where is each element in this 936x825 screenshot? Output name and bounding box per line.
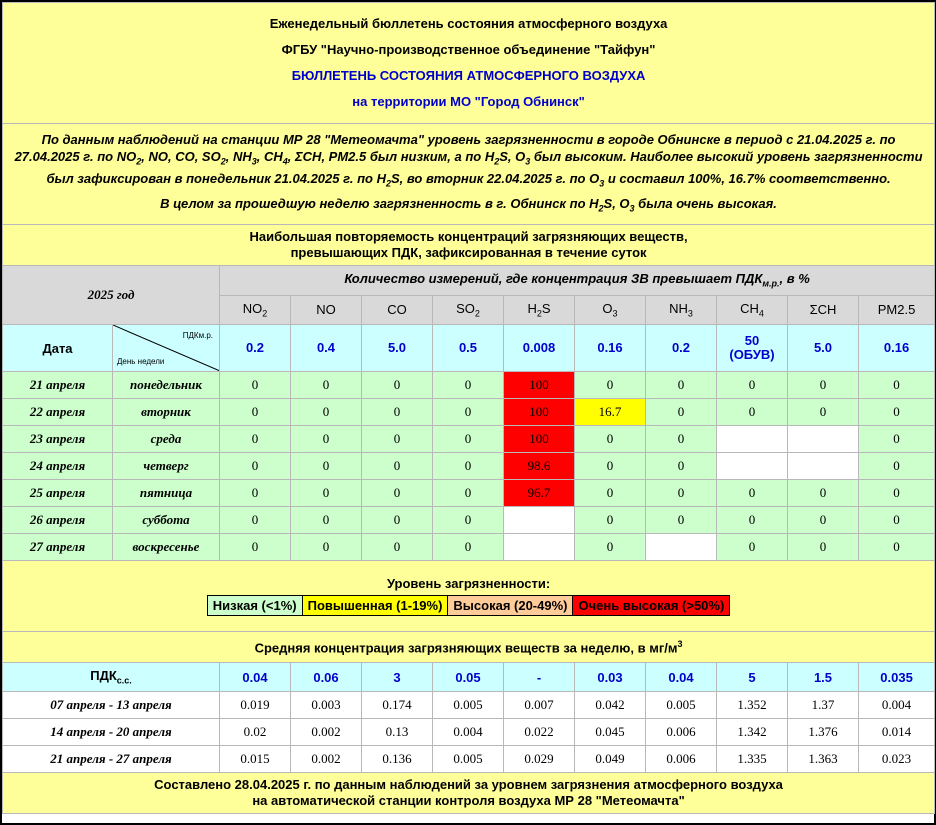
avg-concentration-cell: 0.136 (362, 746, 433, 773)
avg-concentration-cell: 0.02 (220, 719, 291, 746)
pdk-ss-value: 0.06 (291, 663, 362, 692)
days-body (3, 372, 935, 561)
exceedance-cell: 0 (433, 453, 504, 480)
avg-concentration-cell: 0.006 (646, 719, 717, 746)
bulletin-header (3, 3, 935, 124)
footer-line-1: Составлено 28.04.2025 г. по данным наблюдений за уровнем загрязнения атмосферного воздуха (154, 777, 783, 792)
footer-line-2: на автоматической станции контроля воздуха МР 28 "Метеомачта" (252, 793, 685, 808)
avg-concentration-cell: 0.004 (433, 719, 504, 746)
exceedance-cell: 100 (504, 372, 575, 399)
avg-concentration-cell: 0.015 (220, 746, 291, 773)
exceedance-cell: 0 (859, 507, 935, 534)
avg-concentration-cell: 0.002 (291, 719, 362, 746)
pollutant-name: NO (316, 302, 336, 318)
avg-concentration-cell: 0.019 (220, 692, 291, 719)
repeat-title-line-2: превышающих ПДК, зафиксированная в течение суток (290, 245, 647, 260)
pollutant-subscript: 2 (474, 308, 480, 319)
pdk-ss-row (3, 663, 935, 692)
exceedance-cell: 0 (717, 399, 788, 426)
exceedance-cell: 0 (433, 480, 504, 507)
avg-title-text: Средняя концентрация загрязняющих веществ за неделю, в мг/м (254, 640, 678, 656)
day-of-week: воскресенье (113, 534, 220, 561)
exceedance-cell: 0 (220, 399, 291, 426)
exceedance-cell: 0 (291, 426, 362, 453)
exceedance-cell: 0 (220, 507, 291, 534)
diagonal-header-cell (113, 325, 220, 372)
pollutant-name-tail: S (541, 300, 551, 316)
avg-concentration-cell: 0.13 (362, 719, 433, 746)
pdk-ss-label-text: ПДК (90, 668, 117, 684)
pdk-ss-value: - (504, 663, 575, 692)
exceedance-cell: 0 (717, 480, 788, 507)
repeat-section-title (3, 225, 935, 266)
day-row (3, 426, 935, 453)
pollutant-header (291, 295, 362, 325)
pollutant-header (717, 295, 788, 325)
avg-concentration-cell: 0.003 (291, 692, 362, 719)
avg-concentration-cell: 0.022 (504, 719, 575, 746)
exceedance-cell: 0 (291, 399, 362, 426)
exceedance-cell: 0 (646, 399, 717, 426)
exceedance-cell: 0 (646, 426, 717, 453)
day-of-week: четверг (113, 453, 220, 480)
exceedance-cell: 0 (362, 453, 433, 480)
exceedance-cell (504, 507, 575, 534)
count-caption-text: Количество измерений, где концентрация ЗВ превышает ПДК (344, 271, 763, 287)
header-line-4: на территории МО "Город Обнинск" (352, 94, 585, 109)
count-caption-sub: м.р. (762, 279, 780, 290)
exceedance-cell (788, 426, 859, 453)
header-line-1: Еженедельный бюллетень состояния атмосферного воздуха (269, 16, 668, 31)
day-row (3, 399, 935, 426)
legend-item: Повышенная (1-19%) (302, 596, 448, 616)
avg-concentration-cell: 1.335 (717, 746, 788, 773)
avg-concentration-cell: 0.004 (859, 692, 935, 719)
day-row (3, 372, 935, 399)
exceedance-cell: 0 (362, 534, 433, 561)
exceedance-cell: 0 (220, 480, 291, 507)
avg-concentration-cell: 0.005 (433, 746, 504, 773)
pdk-mr-value: 0.008 (504, 325, 575, 372)
avg-section-title (3, 632, 935, 663)
exceedance-cell: 0 (220, 453, 291, 480)
exceedance-cell: 0 (788, 480, 859, 507)
exceedance-cell: 0 (433, 507, 504, 534)
exceedance-cell: 0 (717, 534, 788, 561)
day-row (3, 507, 935, 534)
avg-concentration-cell: 0.005 (646, 692, 717, 719)
avg-concentration-cell: 0.002 (291, 746, 362, 773)
pdk-ss-value: 0.04 (646, 663, 717, 692)
exceedance-cell: 0 (433, 426, 504, 453)
pdk-mr-value: 0.2 (646, 325, 717, 372)
exceedance-cell: 0 (575, 507, 646, 534)
exceedance-cell: 0 (433, 372, 504, 399)
exceedance-cell: 0 (646, 372, 717, 399)
day-of-week: среда (113, 426, 220, 453)
exceedance-cell (717, 426, 788, 453)
exceedance-cell (788, 453, 859, 480)
pollutant-subscript: 4 (758, 308, 764, 319)
exceedance-cell: 0 (291, 507, 362, 534)
exceedance-cell: 0 (575, 453, 646, 480)
pollutant-name: NH (669, 300, 688, 316)
exceedance-cell: 0 (575, 426, 646, 453)
exceedance-cell: 0 (433, 534, 504, 561)
day-row (3, 534, 935, 561)
avg-concentration-cell: 0.049 (575, 746, 646, 773)
avg-concentration-cell: 0.007 (504, 692, 575, 719)
avg-title-sup: 3 (677, 638, 683, 649)
avg-concentration-cell: 1.37 (788, 692, 859, 719)
legend-block (3, 561, 935, 632)
pollutant-header (646, 295, 717, 325)
avg-concentration-cell: 1.363 (788, 746, 859, 773)
pollutant-header (504, 295, 575, 325)
pollutant-header (433, 295, 504, 325)
day-date: 22 апреля (3, 399, 113, 426)
exceedance-cell: 0 (433, 399, 504, 426)
exceedance-cell: 0 (859, 453, 935, 480)
pdk-ss-value: 0.04 (220, 663, 291, 692)
exceedance-cell: 0 (362, 426, 433, 453)
exceedance-cell (504, 534, 575, 561)
exceedance-cell: 0 (362, 399, 433, 426)
pollutant-subscript: 2 (262, 308, 268, 319)
exceedance-cell: 0 (291, 534, 362, 561)
legend-item: Высокая (20-49%) (448, 596, 573, 616)
avg-concentration-cell: 1.342 (717, 719, 788, 746)
pdk-mr-value: 0.2 (220, 325, 291, 372)
header-line-3: БЮЛЛЕТЕНЬ СОСТОЯНИЯ АТМОСФЕРНОГО ВОЗДУХА (291, 68, 646, 83)
exceedance-cell: 0 (575, 480, 646, 507)
day-date: 23 апреля (3, 426, 113, 453)
exceedance-cell: 0 (717, 507, 788, 534)
count-caption (220, 266, 935, 296)
exceedance-cell: 0 (788, 372, 859, 399)
exceedance-cell: 0 (646, 480, 717, 507)
pollutant-name: SO (456, 300, 475, 316)
pdk-mr-value: 0.16 (575, 325, 646, 372)
exceedance-cell: 100 (504, 399, 575, 426)
exceedance-cell: 0 (859, 534, 935, 561)
day-of-week: вторник (113, 399, 220, 426)
exceedance-cell: 0 (575, 372, 646, 399)
exceedance-cell: 0 (859, 426, 935, 453)
pdk-ss-value: 3 (362, 663, 433, 692)
exceedance-cell: 0 (575, 534, 646, 561)
exceedance-cell: 0 (291, 372, 362, 399)
header-line-2: ФГБУ "Научно-производственное объединение "Тайфун" (281, 42, 656, 57)
day-date: 21 апреля (3, 372, 113, 399)
pollutant-subscript: 2 (536, 308, 542, 319)
day-of-week: суббота (113, 507, 220, 534)
exceedance-cell: 0 (717, 372, 788, 399)
day-date: 27 апреля (3, 534, 113, 561)
pdk-mr-row (3, 325, 935, 372)
legend-item: Низкая (<1%) (207, 596, 302, 616)
pdk-ss-value: 1.5 (788, 663, 859, 692)
summary-conclusion: В целом за прошедшую неделю загрязненность в г. Обнинск по $H_2S$, $O_3$ была очень высокая. (160, 195, 777, 214)
avg-concentration-cell: 0.005 (433, 692, 504, 719)
exceedance-cell: 0 (362, 372, 433, 399)
pdk-ss-label-sub: с.с. (116, 675, 132, 686)
week-row (3, 746, 935, 773)
pdk-ss-value: 0.05 (433, 663, 504, 692)
exceedance-cell (717, 453, 788, 480)
exceedance-cell: 98.6 (504, 453, 575, 480)
exceedance-cell: 0 (646, 453, 717, 480)
pdk-ss-value: 5 (717, 663, 788, 692)
pollutant-header (859, 295, 935, 325)
exceedance-cell: 100 (504, 426, 575, 453)
summary-block (3, 124, 935, 225)
pollutant-name: CH (740, 300, 759, 316)
pollutant-name: CO (387, 302, 407, 318)
legend-row (207, 596, 730, 616)
week-row (3, 719, 935, 746)
bulletin-table (2, 2, 935, 814)
pdk-mr-value: 0.4 (291, 325, 362, 372)
diag-pdk-label: ПДКм.р. (182, 331, 213, 340)
diag-day-label: День недели (117, 357, 165, 366)
pdk-ss-value: 0.035 (859, 663, 935, 692)
day-date: 25 апреля (3, 480, 113, 507)
count-caption-tail: , в % (779, 271, 810, 287)
exceedance-cell: 0 (788, 534, 859, 561)
repeat-title-line-1: Наибольшая повторяемость концентраций загрязняющих веществ, (249, 229, 688, 244)
exceedance-cell: 96.7 (504, 480, 575, 507)
day-date: 24 апреля (3, 453, 113, 480)
exceedance-cell: 0 (788, 399, 859, 426)
exceedance-cell: 0 (220, 372, 291, 399)
exceedance-cell: 0 (859, 399, 935, 426)
legend-title: Уровень загрязненности: (386, 576, 551, 591)
exceedance-cell: 0 (291, 480, 362, 507)
weeks-body (3, 692, 935, 773)
pdk-ss-value: 0.03 (575, 663, 646, 692)
pollutant-subscript: 3 (687, 308, 693, 319)
legend-table (207, 595, 731, 616)
exceedance-cell: 0 (859, 480, 935, 507)
exceedance-cell: 0 (646, 507, 717, 534)
avg-concentration-cell: 0.014 (859, 719, 935, 746)
pdk-ss-label (3, 663, 220, 692)
day-date: 26 апреля (3, 507, 113, 534)
legend-item: Очень высокая (>50%) (573, 596, 730, 616)
exceedance-cell (646, 534, 717, 561)
week-label: 07 апреля - 13 апреля (3, 692, 220, 719)
pdk-mr-value: 0.5 (433, 325, 504, 372)
exceedance-cell: 0 (788, 507, 859, 534)
pollutant-subscript: 3 (612, 308, 618, 319)
exceedance-cell: 0 (362, 480, 433, 507)
pollutant-name: H (527, 300, 537, 316)
avg-concentration-cell: 0.006 (646, 746, 717, 773)
exceedance-cell: 0 (291, 453, 362, 480)
exceedance-cell: 0 (859, 372, 935, 399)
pollutant-name: PM2.5 (877, 302, 916, 318)
pollutant-name: NO (242, 300, 263, 316)
exceedance-cell: 0 (362, 507, 433, 534)
date-header: Дата (3, 325, 113, 372)
avg-concentration-cell: 0.023 (859, 746, 935, 773)
pollutant-header (362, 295, 433, 325)
avg-concentration-cell: 1.376 (788, 719, 859, 746)
avg-concentration-cell: 1.352 (717, 692, 788, 719)
pollutant-header (788, 295, 859, 325)
pollutant-header (575, 295, 646, 325)
pollutant-header (220, 295, 291, 325)
pollutant-name: O (602, 300, 613, 316)
pdk-mr-value: 0.16 (859, 325, 935, 372)
week-label: 14 апреля - 20 апреля (3, 719, 220, 746)
pdk-mr-value: 5.0 (362, 325, 433, 372)
pdk-mr-value: 50 (ОБУВ) (717, 325, 788, 372)
avg-concentration-cell: 0.029 (504, 746, 575, 773)
avg-concentration-cell: 0.045 (575, 719, 646, 746)
day-of-week: понедельник (113, 372, 220, 399)
summary-paragraph: По данным наблюдений на станции МР 28 "Метеомачта" уровень загрязненности в городе Обнинске в период с 21.04.2025 г. по 27.04.2025 г. по $NO_2$, NO, CO, $SO_2$, $NH_3$, $CH_4$, ΣCH, PM2.5 был низким, а по $H_2S$, $O_3$ был высоким. Наиболее высокий уровень загрязненности был зафиксирован в понедельник 21.04.2025 г. по $H_2S$, во вторник 22.04.2025 г. по $O_3$ и составил 100%, 16.7% соответственно. (14, 131, 923, 189)
week-label: 21 апреля - 27 апреля (3, 746, 220, 773)
footer-block (3, 773, 935, 814)
exceedance-cell: 16.7 (575, 399, 646, 426)
avg-concentration-cell: 0.174 (362, 692, 433, 719)
day-of-week: пятница (113, 480, 220, 507)
day-row (3, 453, 935, 480)
pdk-mr-value: 5.0 (788, 325, 859, 372)
exceedance-cell: 0 (220, 534, 291, 561)
week-row (3, 692, 935, 719)
exceedance-cell: 0 (220, 426, 291, 453)
day-row (3, 480, 935, 507)
pollutant-name: ΣCH (809, 302, 837, 318)
year-label: 2025 год (3, 266, 220, 325)
avg-concentration-cell: 0.042 (575, 692, 646, 719)
